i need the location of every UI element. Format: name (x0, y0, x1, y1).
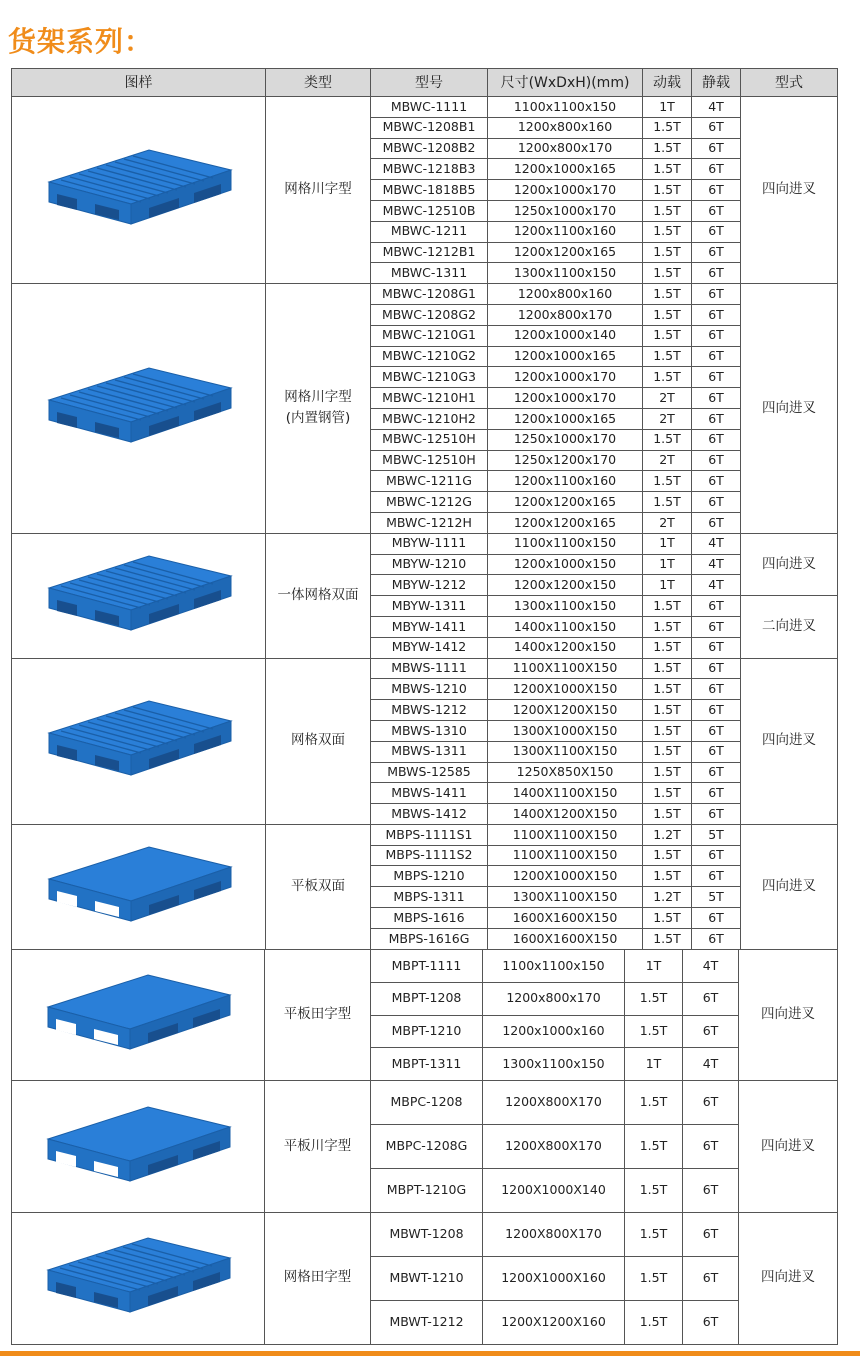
model-cell: MBWC-1212G (371, 492, 488, 513)
size-cell: 1600X1600X150 (488, 928, 643, 949)
dynamic-load-cell: 1.5T (643, 866, 692, 887)
pallet-type-line: (内置钢管) (285, 410, 351, 427)
dynamic-load-cell: 1.2T (643, 824, 692, 845)
dynamic-load-cell: 1T (643, 575, 692, 596)
entry-mode-cell: 四向进叉 (741, 824, 838, 949)
pallet-image (12, 533, 266, 658)
dynamic-load-cell: 2T (643, 408, 692, 429)
size-cell: 1200x1100x160 (488, 221, 643, 242)
pallet-icon (39, 837, 239, 937)
size-cell: 1600X1600X150 (488, 908, 643, 929)
static-load-cell: 6T (692, 596, 741, 617)
dynamic-load-cell: 1.5T (643, 637, 692, 658)
static-load-cell: 6T (692, 429, 741, 450)
model-cell: MBYW-1412 (371, 637, 488, 658)
static-load-cell: 6T (692, 450, 741, 471)
header-image: 图样 (12, 69, 266, 97)
dynamic-load-cell: 1.5T (643, 720, 692, 741)
static-load-cell: 6T (692, 679, 741, 700)
size-cell: 1200x1000x140 (488, 325, 643, 346)
static-load-cell: 6T (692, 720, 741, 741)
header-dynamic-load: 动载 (643, 69, 692, 97)
size-cell: 1100x1100x150 (488, 533, 643, 554)
dynamic-load-cell: 1T (643, 554, 692, 575)
model-cell: MBYW-1212 (371, 575, 488, 596)
size-cell: 1200x1000x170 (488, 180, 643, 201)
model-cell: MBWC-1210G3 (371, 367, 488, 388)
static-load-cell: 5T (692, 824, 741, 845)
dynamic-load-cell: 1.5T (643, 658, 692, 679)
dynamic-load-cell: 1.5T (643, 616, 692, 637)
size-cell: 1200X1200X150 (488, 700, 643, 721)
table-row (12, 1212, 838, 1256)
static-load-cell: 6T (692, 700, 741, 721)
model-cell: MBWC-1818B5 (371, 180, 488, 201)
static-load-cell: 6T (683, 982, 739, 1015)
model-cell: MBWC-1211G (371, 471, 488, 492)
size-cell: 1250X850X150 (488, 762, 643, 783)
dynamic-load-cell: 1T (643, 533, 692, 554)
static-load-cell: 6T (692, 117, 741, 138)
entry-mode-cell: 二向进叉 (741, 596, 838, 658)
dynamic-load-cell: 1.5T (643, 492, 692, 513)
model-cell: MBWC-1208B1 (371, 117, 488, 138)
static-load-cell: 6T (692, 367, 741, 388)
dynamic-load-cell: 1.5T (643, 700, 692, 721)
model-cell: MBWC-1311 (371, 263, 488, 284)
static-load-cell: 4T (692, 533, 741, 554)
pallet-type (266, 824, 371, 949)
pallet-image (12, 950, 265, 1081)
static-load-cell: 6T (692, 284, 741, 305)
model-cell: MBPC-1208G (371, 1125, 483, 1169)
bottom-accent-bar (0, 1351, 860, 1356)
static-load-cell: 6T (692, 804, 741, 825)
pallet-type (265, 1081, 371, 1213)
size-cell: 1200x1200x165 (488, 512, 643, 533)
static-load-cell: 6T (692, 845, 741, 866)
entry-mode-cell: 四向进叉 (739, 1212, 838, 1344)
model-cell: MBWC-1212B1 (371, 242, 488, 263)
model-cell: MBWC-1210G1 (371, 325, 488, 346)
model-cell: MBPT-1311 (371, 1048, 483, 1081)
size-cell: 1400X1100X150 (488, 783, 643, 804)
pallet-type-line: 网格田字型 (283, 1269, 352, 1286)
model-cell: MBWC-1210H1 (371, 388, 488, 409)
pallet-type (266, 533, 371, 658)
dynamic-load-cell: 1T (625, 950, 683, 983)
header-size: 尺寸(WxDxH)(mm) (488, 69, 643, 97)
static-load-cell: 6T (683, 1081, 739, 1125)
model-cell: MBYW-1111 (371, 533, 488, 554)
static-load-cell: 4T (683, 950, 739, 983)
table-row (12, 284, 838, 305)
dynamic-load-cell: 1.5T (625, 1015, 683, 1048)
model-cell: MBWT-1210 (371, 1256, 483, 1300)
pallet-type-line: 平板田字型 (283, 1006, 352, 1023)
size-cell: 1300x1100x150 (483, 1048, 625, 1081)
dynamic-load-cell: 1.5T (643, 325, 692, 346)
static-load-cell: 6T (692, 492, 741, 513)
model-cell: MBWT-1212 (371, 1300, 483, 1344)
size-cell: 1250x1000x170 (488, 200, 643, 221)
model-cell: MBWS-1411 (371, 783, 488, 804)
model-cell: MBYW-1210 (371, 554, 488, 575)
dynamic-load-cell: 1.5T (625, 1256, 683, 1300)
static-load-cell: 6T (692, 762, 741, 783)
dynamic-load-cell: 1.5T (625, 1168, 683, 1212)
static-load-cell: 4T (692, 97, 741, 118)
dynamic-load-cell: 1.5T (643, 908, 692, 929)
static-load-cell: 6T (692, 512, 741, 533)
static-load-cell: 6T (692, 159, 741, 180)
model-cell: MBPS-1616 (371, 908, 488, 929)
size-cell: 1300X1100X150 (488, 741, 643, 762)
model-cell: MBWS-1311 (371, 741, 488, 762)
pallet-type-line: 平板川字型 (283, 1137, 352, 1154)
dynamic-load-cell: 1.5T (643, 242, 692, 263)
dynamic-load-cell: 1.5T (643, 804, 692, 825)
dynamic-load-cell: 1.5T (643, 346, 692, 367)
size-cell: 1200x1100x160 (488, 471, 643, 492)
size-cell: 1250x1000x170 (488, 429, 643, 450)
pallet-image (12, 824, 266, 949)
static-load-cell: 6T (692, 866, 741, 887)
dynamic-load-cell: 1.5T (643, 304, 692, 325)
model-cell: MBWC-1218B3 (371, 159, 488, 180)
dynamic-load-cell: 1T (643, 97, 692, 118)
static-load-cell: 6T (692, 637, 741, 658)
header-type: 类型 (266, 69, 371, 97)
model-cell: MBWS-1412 (371, 804, 488, 825)
dynamic-load-cell: 1.5T (643, 117, 692, 138)
size-cell: 1200X800X170 (483, 1081, 625, 1125)
dynamic-load-cell: 1.5T (643, 200, 692, 221)
entry-mode-cell: 四向进叉 (741, 284, 838, 534)
model-cell: MBYW-1411 (371, 616, 488, 637)
model-cell: MBPS-1111S2 (371, 845, 488, 866)
model-cell: MBPC-1208 (371, 1081, 483, 1125)
size-cell: 1200x800x160 (488, 117, 643, 138)
size-cell: 1200X800X170 (483, 1125, 625, 1169)
pallet-spec-table-2 (11, 949, 838, 1345)
size-cell: 1100X1100X150 (488, 658, 643, 679)
pallet-type-line: 网格川字型 (284, 181, 352, 198)
size-cell: 1200X1000X150 (488, 866, 643, 887)
table-row (12, 533, 838, 554)
size-cell: 1300X1000X150 (488, 720, 643, 741)
model-cell: MBPT-1210 (371, 1015, 483, 1048)
size-cell: 1200x800x170 (488, 304, 643, 325)
static-load-cell: 6T (692, 180, 741, 201)
size-cell: 1200x1200x150 (488, 575, 643, 596)
page-title: 货架系列： (8, 25, 154, 58)
model-cell: MBWC-1111 (371, 97, 488, 118)
model-cell: MBPS-1311 (371, 887, 488, 908)
model-cell: MBWC-1211 (371, 221, 488, 242)
model-cell: MBWC-1208B2 (371, 138, 488, 159)
size-cell: 1300x1100x150 (488, 596, 643, 617)
size-cell: 1200x1000x150 (488, 554, 643, 575)
dynamic-load-cell: 1.5T (625, 1125, 683, 1169)
table-row (12, 824, 838, 845)
dynamic-load-cell: 1.5T (643, 596, 692, 617)
model-cell: MBWC-1208G1 (371, 284, 488, 305)
dynamic-load-cell: 2T (643, 512, 692, 533)
static-load-cell: 6T (683, 1168, 739, 1212)
size-cell: 1200x1200x165 (488, 492, 643, 513)
static-load-cell: 6T (692, 325, 741, 346)
size-cell: 1100x1100x150 (483, 950, 625, 983)
size-cell: 1200x1000x170 (488, 388, 643, 409)
size-cell: 1100x1100x150 (488, 97, 643, 118)
model-cell: MBWC-1210G2 (371, 346, 488, 367)
dynamic-load-cell: 1.5T (643, 762, 692, 783)
entry-mode-cell: 四向进叉 (741, 97, 838, 284)
size-cell: 1200X1000X160 (483, 1256, 625, 1300)
pallet-type (266, 97, 371, 284)
size-cell: 1400X1200X150 (488, 804, 643, 825)
pallet-icon (38, 1097, 238, 1197)
pallet-type (266, 284, 371, 534)
model-cell: MBWC-1208G2 (371, 304, 488, 325)
size-cell: 1200x1200x165 (488, 242, 643, 263)
dynamic-load-cell: 1.5T (643, 783, 692, 804)
pallet-type (266, 658, 371, 824)
entry-mode-cell: 四向进叉 (741, 533, 838, 595)
table-row (12, 658, 838, 679)
pallet-image (12, 284, 266, 534)
size-cell: 1300x1100x150 (488, 263, 643, 284)
model-cell: MBPT-1208 (371, 982, 483, 1015)
header-entry-mode: 型式 (741, 69, 838, 97)
dynamic-load-cell: 1.5T (643, 180, 692, 201)
size-cell: 1200X800X170 (483, 1212, 625, 1256)
size-cell: 1200x1000x165 (488, 159, 643, 180)
pallet-icon (39, 691, 239, 791)
static-load-cell: 4T (692, 575, 741, 596)
size-cell: 1200x800x160 (488, 284, 643, 305)
static-load-cell: 6T (692, 200, 741, 221)
model-cell: MBWT-1208 (371, 1212, 483, 1256)
pallet-icon (39, 140, 239, 240)
header-model: 型号 (371, 69, 488, 97)
dynamic-load-cell: 1.5T (643, 367, 692, 388)
size-cell: 1200X1000X150 (488, 679, 643, 700)
static-load-cell: 6T (692, 242, 741, 263)
header-row (12, 69, 838, 97)
dynamic-load-cell: 1.5T (643, 845, 692, 866)
dynamic-load-cell: 1.5T (643, 263, 692, 284)
pallet-icon (38, 965, 238, 1065)
static-load-cell: 6T (692, 346, 741, 367)
dynamic-load-cell: 1.5T (643, 159, 692, 180)
size-cell: 1100X1100X150 (488, 824, 643, 845)
pallet-icon (39, 546, 239, 646)
size-cell: 1250x1200x170 (488, 450, 643, 471)
dynamic-load-cell: 1.5T (625, 1212, 683, 1256)
model-cell: MBWC-12510H (371, 429, 488, 450)
dynamic-load-cell: 1.5T (625, 982, 683, 1015)
model-cell: MBWS-1212 (371, 700, 488, 721)
static-load-cell: 4T (692, 554, 741, 575)
size-cell: 1200X1000X140 (483, 1168, 625, 1212)
static-load-cell: 6T (692, 388, 741, 409)
dynamic-load-cell: 2T (643, 388, 692, 409)
size-cell: 1400x1100x150 (488, 616, 643, 637)
dynamic-load-cell: 1.5T (643, 284, 692, 305)
size-cell: 1200x800x170 (483, 982, 625, 1015)
entry-mode-cell: 四向进叉 (739, 950, 838, 1081)
dynamic-load-cell: 1.5T (625, 1081, 683, 1125)
static-load-cell: 6T (683, 1015, 739, 1048)
model-cell: MBWC-1212H (371, 512, 488, 533)
static-load-cell: 6T (683, 1125, 739, 1169)
static-load-cell: 6T (683, 1256, 739, 1300)
static-load-cell: 5T (692, 887, 741, 908)
static-load-cell: 6T (692, 263, 741, 284)
model-cell: MBPS-1616G (371, 928, 488, 949)
model-cell: MBYW-1311 (371, 596, 488, 617)
entry-mode-cell: 四向进叉 (741, 658, 838, 824)
model-cell: MBPS-1111S1 (371, 824, 488, 845)
size-cell: 1200x1000x165 (488, 408, 643, 429)
model-cell: MBPT-1210G (371, 1168, 483, 1212)
static-load-cell: 4T (683, 1048, 739, 1081)
size-cell: 1200x1000x170 (488, 367, 643, 388)
pallet-image (12, 1081, 265, 1213)
size-cell: 1300X1100X150 (488, 887, 643, 908)
size-cell: 1200x1000x160 (483, 1015, 625, 1048)
model-cell: MBPT-1111 (371, 950, 483, 983)
pallet-image (12, 1212, 265, 1344)
pallet-type-line: 平板双面 (291, 877, 345, 894)
model-cell: MBPS-1210 (371, 866, 488, 887)
dynamic-load-cell: 1.5T (643, 138, 692, 159)
static-load-cell: 6T (692, 304, 741, 325)
static-load-cell: 6T (683, 1300, 739, 1344)
static-load-cell: 6T (692, 783, 741, 804)
pallet-icon (39, 358, 239, 458)
pallet-type (265, 950, 371, 1081)
pallet-type-line: 一体网格双面 (277, 586, 359, 603)
dynamic-load-cell: 1.5T (625, 1300, 683, 1344)
table-row (12, 1081, 838, 1125)
dynamic-load-cell: 1.5T (643, 741, 692, 762)
static-load-cell: 6T (692, 471, 741, 492)
static-load-cell: 6T (692, 928, 741, 949)
model-cell: MBWC-12510H (371, 450, 488, 471)
dynamic-load-cell: 1.5T (643, 928, 692, 949)
size-cell: 1200x800x170 (488, 138, 643, 159)
dynamic-load-cell: 2T (643, 450, 692, 471)
static-load-cell: 6T (683, 1212, 739, 1256)
size-cell: 1100X1100X150 (488, 845, 643, 866)
dynamic-load-cell: 1.5T (643, 679, 692, 700)
pallet-type-line: 网格川字型 (284, 388, 352, 405)
dynamic-load-cell: 1.5T (643, 429, 692, 450)
model-cell: MBWC-1210H2 (371, 408, 488, 429)
pallet-type (265, 1212, 371, 1344)
size-cell: 1400x1200x150 (488, 637, 643, 658)
dynamic-load-cell: 1T (625, 1048, 683, 1081)
table-row (12, 97, 838, 118)
size-cell: 1200x1000x165 (488, 346, 643, 367)
model-cell: MBWC-12510B (371, 200, 488, 221)
header-static-load: 静载 (692, 69, 741, 97)
static-load-cell: 6T (692, 616, 741, 637)
static-load-cell: 6T (692, 908, 741, 929)
pallet-image (12, 97, 266, 284)
static-load-cell: 6T (692, 221, 741, 242)
model-cell: MBWS-1210 (371, 679, 488, 700)
pallet-type-line: 网格双面 (291, 732, 345, 749)
static-load-cell: 6T (692, 658, 741, 679)
pallet-icon (38, 1228, 238, 1328)
model-cell: MBWS-1310 (371, 720, 488, 741)
static-load-cell: 6T (692, 741, 741, 762)
dynamic-load-cell: 1.5T (643, 221, 692, 242)
model-cell: MBWS-12585 (371, 762, 488, 783)
pallet-spec-table (11, 68, 838, 950)
dynamic-load-cell: 1.5T (643, 471, 692, 492)
static-load-cell: 6T (692, 408, 741, 429)
size-cell: 1200X1200X160 (483, 1300, 625, 1344)
pallet-image (12, 658, 266, 824)
dynamic-load-cell: 1.2T (643, 887, 692, 908)
table-row (12, 950, 838, 983)
entry-mode-cell: 四向进叉 (739, 1081, 838, 1213)
model-cell: MBWS-1111 (371, 658, 488, 679)
static-load-cell: 6T (692, 138, 741, 159)
